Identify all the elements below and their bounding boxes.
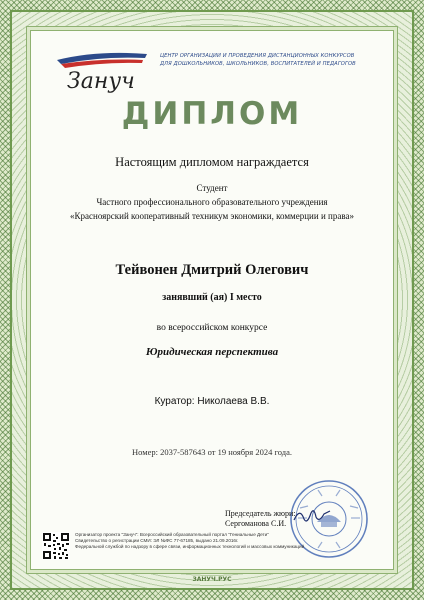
- org-line-1: ЦЕНТР ОРГАНИЗАЦИИ И ПРОВЕДЕНИЯ ДИСТАНЦИОННЫХ КОНКУРСОВ: [160, 53, 355, 59]
- curator-line: Куратор: Николаева В.В.: [154, 396, 270, 407]
- legal-footer: [75, 532, 355, 550]
- institution-name: Частного профессионального образовательного учреждения «Красноярский кооперативный техникум экономики, коммерции и права»: [70, 197, 354, 221]
- diploma-title: ДИПЛОМ: [121, 96, 303, 132]
- footer-brand: ЗАНУЧ.РУС: [192, 576, 232, 583]
- qr-code: [42, 532, 70, 560]
- handwritten-signature: [292, 505, 332, 527]
- chairman-block: [225, 509, 296, 529]
- recipient-name: Тейвонен Дмитрий Олегович: [115, 262, 309, 278]
- chairman-name: Сергоманова С.И.: [225, 519, 287, 528]
- awarded-text: Настоящим дипломом награждается: [115, 155, 309, 169]
- footer-line-2: Свидетельство о регистрации СМИ: ЭЛ №ФС 77-67185, выдано 21.09.2016г.: [75, 538, 239, 543]
- footer-line-3: Федеральной службой по надзору в сфере связи, информационных технологий и массовых коммуникаций: [75, 544, 305, 549]
- organization-header: [160, 52, 370, 68]
- diploma-number: Номер: 2037-587643 от 19 ноября 2024 года.: [132, 447, 292, 457]
- zanuch-logo: [47, 48, 159, 96]
- place-text: занявший (ая) I место: [162, 292, 262, 303]
- org-line-2: ДЛЯ ДОШКОЛЬНИКОВ, ШКОЛЬНИКОВ, ВОСПИТАТЕЛЕЙ И ПЕДАГОГОВ: [160, 61, 356, 67]
- student-label: Студент: [196, 183, 228, 193]
- footer-line-1: Организатор проекта "Зануч": Всероссийский образовательный портал "Гениальные Дети": [75, 532, 269, 537]
- chairman-title: Председатель жюри:: [225, 509, 296, 518]
- contest-name: Юридическая перспектива: [145, 346, 279, 358]
- contest-type: во всероссийском конкурсе: [156, 323, 268, 333]
- logo-text: Зануч: [67, 69, 135, 94]
